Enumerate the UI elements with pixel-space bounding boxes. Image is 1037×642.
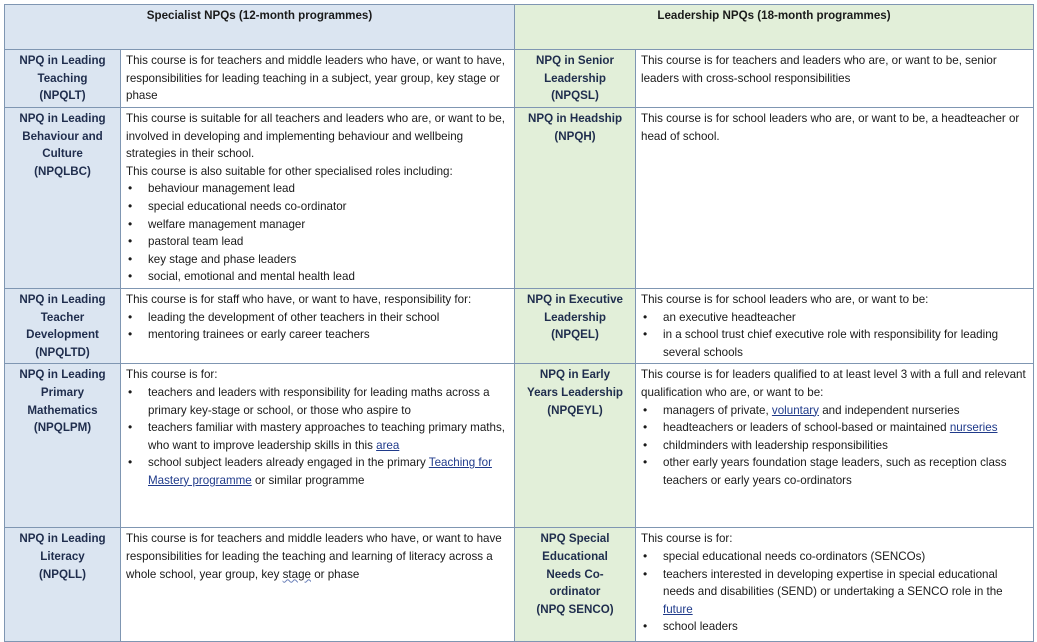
npqel-name: NPQ in Executive Leadership (NPQEL): [515, 288, 636, 363]
list-item: • managers of private, voluntary and independent nurseries: [663, 402, 1028, 420]
npqlt-name: NPQ in Leading Teaching (NPQLT): [5, 50, 121, 108]
npqll-name: NPQ in Leading Literacy (NPQLL): [5, 528, 121, 642]
npqltd-description: This course is for staff who have, or want to have, responsibility for: • leading the development of other teachers in their school • mentoring trainees or early career teachers: [121, 288, 515, 363]
npqlpm-list: [126, 384, 509, 490]
list-item: • other early years foundation stage leaders, such as reception class teachers or early years co-ordinators: [663, 454, 1028, 489]
list-item: • school leaders: [663, 618, 1028, 636]
npqeyl-list: [641, 402, 1028, 490]
voluntary-link[interactable]: voluntary: [771, 403, 819, 417]
npqlbc-name: NPQ in Leading Behaviour and Culture (NPQLBC): [5, 108, 121, 289]
npqlpm-description: This course is for: • teachers and leaders with responsibility for leading maths across a primary key-stage or school, or those who aspire to • teachers familiar with mastery approaches to teaching primary maths, who want to improve leadership skills in this area • school subject leaders already engaged in the primary Teaching for Mastery programme or similar programme: [121, 364, 515, 528]
future-link[interactable]: future: [663, 602, 693, 616]
list-item: • special educational needs co-ordinators (SENCOs): [663, 548, 1028, 566]
npqltd-list: [126, 309, 509, 344]
npq-senco-name: NPQ Special Educational Needs Co- ordinator (NPQ SENCO): [515, 528, 636, 642]
npqel-list: [641, 309, 1028, 362]
list-item: • key stage and phase leaders: [148, 251, 509, 269]
table-row: [5, 288, 1034, 363]
list-item: • teachers interested in developing expertise in special educational needs and disabilities (SEND) or undertaking a SENCO role in the future: [663, 566, 1028, 619]
npqsl-name: NPQ in Senior Leadership (NPQSL): [515, 50, 636, 108]
npqh-name: NPQ in Headship (NPQH): [515, 108, 636, 289]
list-item: • childminders with leadership responsibilities: [663, 437, 1028, 455]
npqsl-description: This course is for teachers and leaders who are, or want to be, senior leaders with cross-school responsibilities: [636, 50, 1034, 108]
list-item: • behaviour management lead: [148, 180, 509, 198]
table-row: [5, 50, 1034, 108]
npqeyl-name: NPQ in Early Years Leadership (NPQEYL): [515, 364, 636, 528]
table-row: [5, 528, 1034, 642]
list-item: • social, emotional and mental health lead: [148, 268, 509, 286]
npqltd-name: NPQ in Leading Teacher Development (NPQLTD): [5, 288, 121, 363]
npq-comparison-table: [4, 4, 1034, 642]
npqll-description: This course is for teachers and middle leaders who have, or want to have responsibilities for leading the teaching and learning of literacy across a whole school, year group, key stage or phase: [121, 528, 515, 642]
npqh-description: This course is for school leaders who are, or want to be, a headteacher or head of school.: [636, 108, 1034, 289]
specialist-npqs-header: Specialist NPQs (12-month programmes): [5, 5, 515, 50]
npqlbc-roles-list: [126, 180, 509, 286]
list-item: • mentoring trainees or early career teachers: [148, 326, 509, 344]
teaching-for-mastery-link[interactable]: Teaching for Mastery programme: [148, 456, 492, 487]
list-item: • leading the development of other teachers in their school: [148, 309, 509, 327]
npq-senco-description: This course is for: • special educational needs co-ordinators (SENCOs) • teachers interested in developing expertise in special educational needs and disabilities (SEND) or undertaking a SENCO role in the future • school leaders: [636, 528, 1034, 642]
area-link[interactable]: area: [376, 438, 400, 452]
npqlpm-name: NPQ in Leading Primary Mathematics (NPQLPM): [5, 364, 121, 528]
leadership-npqs-header: Leadership NPQs (18-month programmes): [515, 5, 1034, 50]
npqeyl-description: This course is for leaders qualified to at least level 3 with a full and relevant qualification who are, or want to be: • managers of private, voluntary and independent nurseries • headteachers or leaders of school-based or maintained nurseries • childminders with leadership responsibilities • other early years foundation stage leaders, such as reception class teachers or early years co-ordinators: [636, 364, 1034, 528]
list-item: • school subject leaders already engaged in the primary Teaching for Mastery programme or similar programme: [148, 454, 509, 489]
list-item: • teachers and leaders with responsibility for leading maths across a primary key-stage or school, or those who aspire to: [148, 384, 509, 419]
list-item: • an executive headteacher: [663, 309, 1028, 327]
npqel-description: This course is for school leaders who are, or want to be: • an executive headteacher • in a school trust chief executive role with responsibility for leading several schools: [636, 288, 1034, 363]
table-row: [5, 108, 1034, 289]
list-item: • in a school trust chief executive role with responsibility for leading several schools: [663, 326, 1028, 361]
list-item: • welfare management manager: [148, 216, 509, 234]
nurseries-link[interactable]: nurseries: [949, 421, 998, 435]
list-item: • pastoral team lead: [148, 233, 509, 251]
table-row: [5, 364, 1034, 528]
list-item: • headteachers or leaders of school-based or maintained nurseries: [663, 419, 1028, 437]
npqlbc-description: This course is suitable for all teachers and leaders who are, or want to be, involved in developing and implementing behaviour and wellbeing strategies in their school. This course is also suitable for other specialised roles including: • behaviour management lead • special educational needs co-ordinator • welfare management manager • pastoral team lead • key stage and phase leaders • social, emotional and mental health lead: [121, 108, 515, 289]
list-item: • special educational needs co-ordinator: [148, 198, 509, 216]
list-item: • teachers familiar with mastery approaches to teaching primary maths, who want to improve leadership skills in this area: [148, 419, 509, 454]
npq-senco-list: [641, 548, 1028, 636]
npqlt-description: This course is for teachers and middle leaders who have, or want to have, responsibilities for leading teaching in a subject, year group, key stage or phase: [121, 50, 515, 108]
